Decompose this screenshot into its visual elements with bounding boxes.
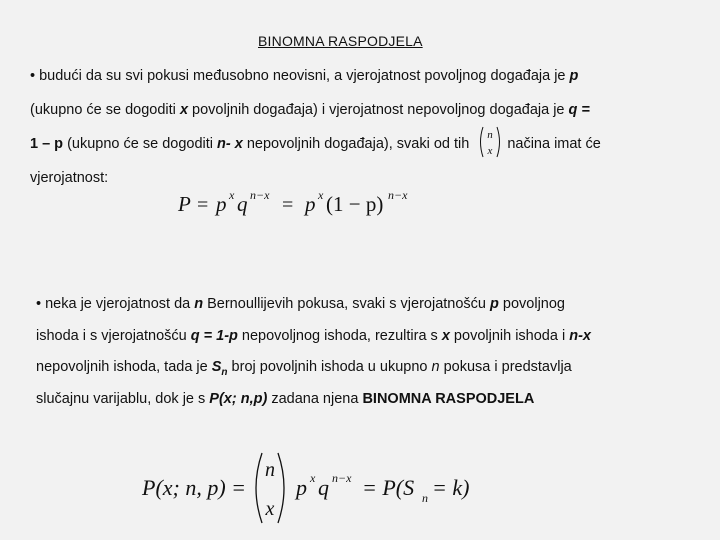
- f2-sup-x: x: [310, 471, 316, 485]
- expr-P-x-n-p: P(x; n,p): [209, 390, 268, 407]
- paragraph-1-line-3: [30, 127, 601, 161]
- var-x: x: [179, 102, 189, 118]
- f2-q: q: [318, 475, 329, 500]
- var-q: q =: [568, 102, 590, 118]
- paragraph-2-line-3: [36, 352, 591, 384]
- paragraph-2-line-2: [36, 321, 591, 353]
- expr-q-eq-1-minus-p: q = 1-p: [190, 327, 238, 344]
- var-n-minus-x: n- x: [217, 136, 243, 152]
- f1-sup-nx2: n−x: [388, 188, 408, 202]
- text-span: povoljnih ishoda i: [449, 327, 570, 344]
- f2-left-paren: [256, 453, 262, 523]
- paragraph-2: [36, 289, 591, 415]
- var-n: n: [431, 359, 440, 375]
- paragraph-2-line-4: [36, 384, 591, 416]
- f1-eq: =: [197, 194, 209, 216]
- var-p: p: [490, 296, 499, 312]
- var-S: S: [211, 359, 222, 375]
- text-span: (ukupno će se dogoditi: [30, 102, 180, 118]
- paragraph-1-line-1: [30, 59, 601, 93]
- f2-right-paren: [278, 453, 284, 523]
- text-span: Bernoullijevih pokusa, svaki s vjerojatnošću: [203, 296, 491, 312]
- f1-sup-x: x: [229, 188, 235, 202]
- text-span: • neka je vjerojatnost da: [36, 296, 195, 312]
- formula-1-svg: [176, 183, 436, 223]
- text-span: povoljnog: [498, 296, 565, 312]
- term-binomial-distribution: BINOMNA RASPODJELA: [362, 390, 535, 407]
- text-span: zadana njena: [267, 390, 363, 407]
- var-n: n: [194, 296, 204, 312]
- expr-1-minus-p: 1 – p: [30, 136, 64, 152]
- text-span: • budući da su svi pokusi međusobno neovisni, a vjerojatnost povoljnog događaja je: [30, 68, 570, 84]
- formula-probability: [176, 183, 436, 228]
- binomial-svg: [477, 125, 503, 159]
- f2-binom-bottom: x: [265, 498, 275, 520]
- text-span: pokusa i predstavlja: [439, 359, 572, 375]
- var-S-subscript: n: [221, 366, 228, 378]
- text-span: načina imat će: [507, 136, 601, 152]
- paragraph-1: [30, 59, 601, 195]
- var-p: p: [569, 68, 579, 84]
- f2-lhs: P(x; n, p) =: [142, 475, 247, 500]
- binomial-coefficient-inline: [477, 125, 503, 159]
- f1-P: P: [178, 192, 191, 216]
- f2-sup-nx: n−x: [332, 471, 352, 485]
- formula-2-svg: [140, 448, 480, 528]
- text-span: (ukupno će se dogoditi: [63, 136, 218, 152]
- f1-paren: (1 − p): [326, 192, 384, 216]
- text-span: nepovoljnih događaja), svaki od tih: [242, 136, 470, 152]
- f2-p: p: [296, 475, 307, 500]
- f2-rhs-sub: n: [422, 491, 428, 505]
- var-x: x: [441, 327, 450, 344]
- f2-binom-top: n: [265, 459, 275, 481]
- slide-title: BINOMNA RASPODJELA: [258, 33, 423, 49]
- formula-binomial-distribution: [140, 448, 480, 533]
- paragraph-1-line-4: vjerojatnost:: [30, 170, 109, 186]
- f1-sup-x2: x: [318, 188, 324, 202]
- paragraph-1-line-2: [30, 93, 601, 127]
- paragraph-2-line-1: [36, 289, 591, 321]
- binomial-top: n: [487, 129, 494, 142]
- f2-rhs-end: = k): [432, 475, 470, 500]
- f1-sup-nx: n−x: [250, 188, 270, 202]
- f1-q: q: [237, 192, 248, 216]
- f1-p: p: [216, 192, 227, 216]
- text-span: nepovoljnog ishoda, rezultira s: [237, 327, 442, 344]
- f1-eq2: =: [282, 194, 294, 216]
- text-span: ishoda i s vjerojatnošću: [36, 327, 191, 344]
- text-span: povoljnih događaja) i vjerojatnost nepovoljnog događaja je: [188, 102, 569, 118]
- text-span: slučajnu varijablu, dok je s: [36, 390, 210, 407]
- binomial-bottom: x: [487, 145, 493, 158]
- f2-rhs: = P(S: [362, 475, 415, 500]
- f1-p2: p: [305, 192, 316, 216]
- text-span: nepovoljnih ishoda, tada je: [36, 359, 212, 375]
- var-n-minus-x: n-x: [569, 327, 591, 344]
- text-span: broj povoljnih ishoda u ukupno: [227, 359, 432, 375]
